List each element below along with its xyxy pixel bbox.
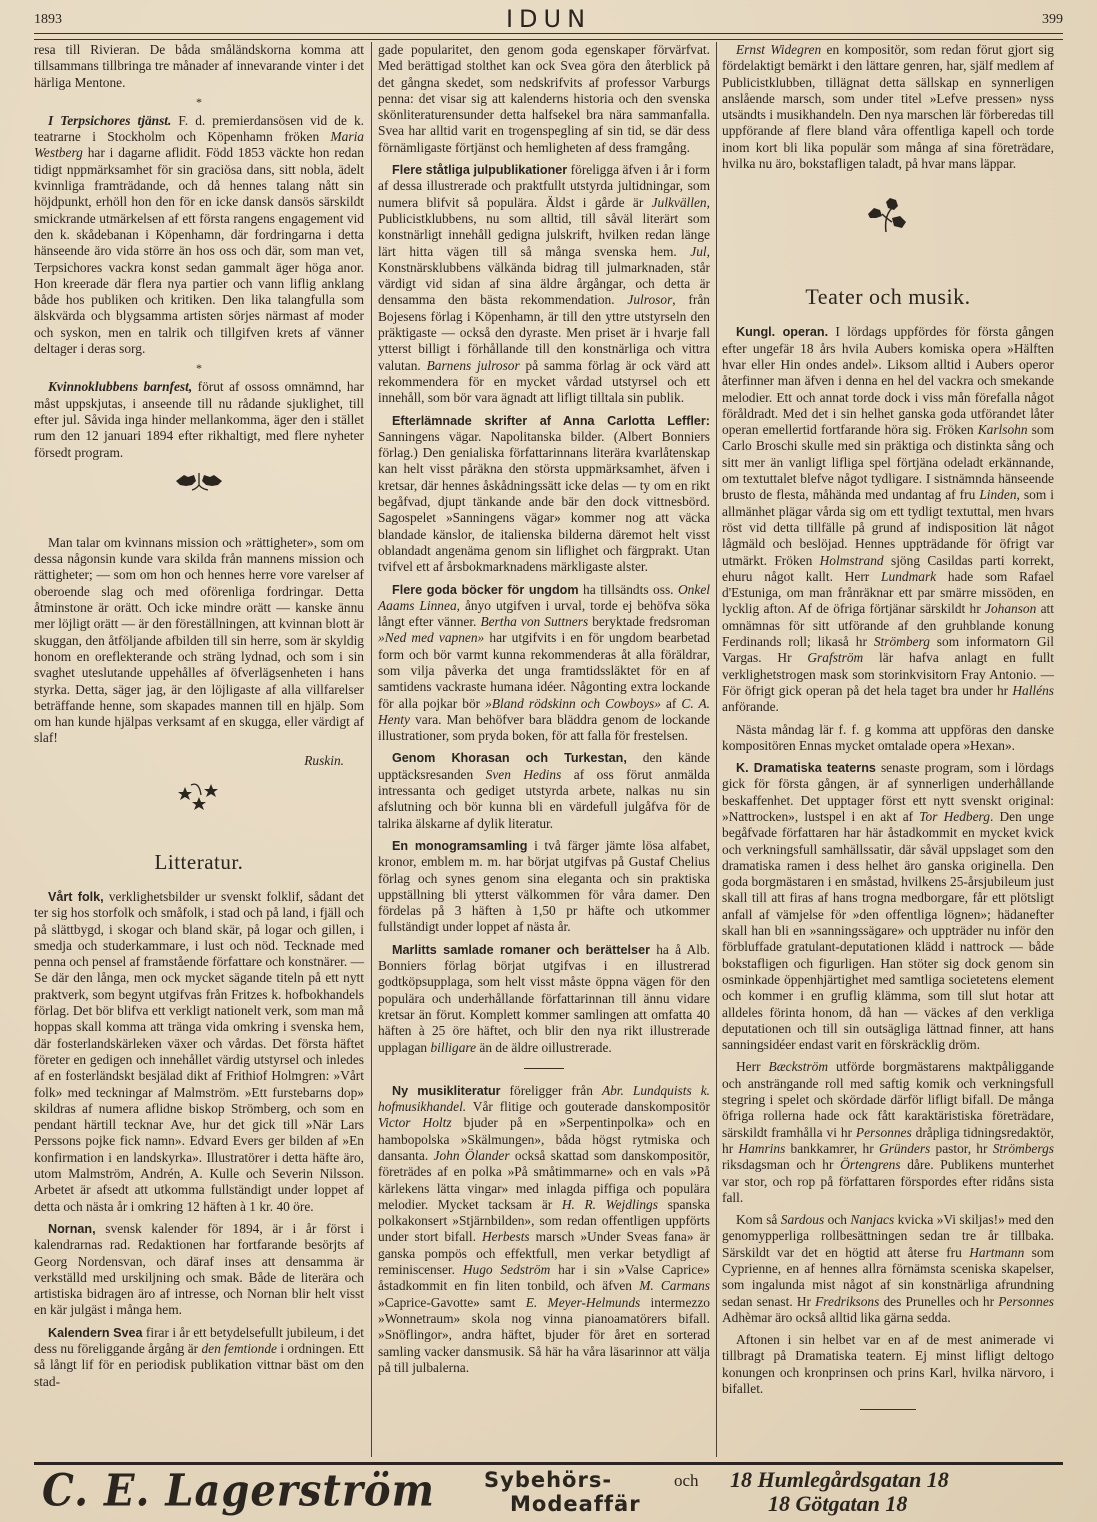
article-dramatiska: K. Dramatiska teaterns senaste program, som i lördags gick för första gången, är af synnerligen underhållande beskaffenhet. Det upptager först ett nytt svenskt original: »Nattrocken», lustspel i en akt af Tor Hedberg. Den unge begåfvade författaren har här åstadkommit en mycket kvick och verkningsfull samhällssatir, där såväl uppslaget som den dramatiska ramen i dess helhet äro ganska originella. Den goda borgmästaren i en småstad, hvilkens 25-årsjubileum just skall till att firas af hans trogna medborgare, får ett plötsligt anfall af vämjelse för »den offentliga lögnen»; hädanefter skall han bli en »sanningssägare» och uppträder nu inför den förbluffade gratulant-deputationen klädd i nattrock — både bokstafligen och figurligen. Han stöter sig dock genom sin osminkade öppenhjärtighet med samtliga societetens element och kommer i en gruflig klämma, som till slut hotar att alldeles förinta honom, då han — väckes af den verkliga deputationen och till sin outsägliga lättnad finner, att hans sanningsidéer endast varit en förskräcklig dröm. [722, 760, 1054, 1053]
paragraph-hexan: Nästa måndag lär f. f. g komma att uppföras den danske kompositören Ennas mycket omtalade opera »Hexan». [722, 721, 1054, 753]
paragraph-baeckstrom: Herr Bæckström utförde borgmästarens maktpåliggande och ansträngande roll med saftig komik och verkningsfull stegring i spelet och skördade därför lifligt bifall. De många öfriga rollerna hade ock fått karaktäristiska företrädare, särskildt framhålla vi hr Personnes dråpliga tidningsredaktör, hr Hamrins bankkamrer, hr Gründers pastor, hr Strömbergs riksdagsman och hr Örtengrens dåre. Publikens munterhet var stor, och rop på författaren förspordes efter ridåns sista fall. [722, 1059, 1055, 1205]
column-divider [371, 42, 372, 1457]
article-title: Marlitts samlade romaner och berättelser [392, 942, 650, 957]
header-year: 1893 [34, 12, 62, 27]
column-middle [378, 42, 710, 1382]
article-title: Genom Khorasan och Turkestan, [392, 751, 627, 766]
article-ungdom: Flere goda böcker för ungdom ha tillsändts oss. Onkel Aaams Linnea, ånyo utgifven i urval, torde ej behöfva söka långt efter vänner. Bertha von Suttners beryktade fredsroman »Ned med vapnen» har utgifvits i en för ungdom bearbetad form och bör varmt kunna rekommenderas åt alla föräldrar, som vilja påverka det unga framtidssläktet för en af samtidens vackraste humana idéer. Någonting extra lockande för alla pojkar bör »Bland rödskinn och Cowboys» af C. A. Henty vara. Man behöfver bara bläddra genom de lockande illustrationer, som pryda boken, för att falla för frestelsen. [378, 581, 711, 744]
article-terpsichore: I Terpsichores tjänst. F. d. premierdansösen vid de k. teatrarne i Stockholm och Köpenhamn fröken Maria Westberg har i dagarne aflidit. Född 1853 väckte hon redan tidigt nppmärksamhet för sin graciösa dans, sitt nobla, ädelt kvinnliga framträdande, och då hennes talang nått sin höjdpunkt, erhöll hon den för en icke dansk dansös särskildt smickrande utmärkelsen af ett första rangens engagement vid den k. skådebanan i Köpenhamn, där fordringarna i detta hänseende äro vida större än hos oss och där, som man vet, Terpsichores vackra konst sedan gammalt äger höga anor. Hon kreerade där flera nya partier och vann liflig anklang både hos publiken och kritiken. Den lika talangfulla som älskvärda och blygsamma artisten sörjes närmast af moder och syskon, men en talrik och tillgifven krets af vänner deltager i deras sorg. [34, 112, 364, 357]
article-nornan: Nornan, svensk kalender för 1894, är i år först i kalendrarnas rad. Redaktionen har fortfarande besörjts af Georg Nordensvan, och däraf inses att densamma är verkställd med urskiljning och smak. Både de literära och artistiska bidragen äro af intresse, och Nornan blir helt visst en kär julgäst i många hem. [34, 1220, 364, 1318]
article-title: Kalendern Svea [48, 1325, 143, 1340]
article-title: K. Dramatiska teaterns [736, 761, 876, 776]
section-heading-teater-och-musik: Teater och musik. [805, 284, 971, 310]
article-kungl-operan: Kungl. operan. I lördags uppfördes för första gången efter ungefär 18 års hvila Aubers komiska opera »Hälften hvar eller Hin ondes andel». Liksom alltid i Aubers operor återfinner man äfven i denna en hel del vackra och smekande melodier. Ett och annat torde dock i viss mån förefalla något föråldradt. Med det i sin helhet ganska goda utförandet låter operan emellertid fortfarande höra sig. Fröken Karlsohn som Carlo Broschi skulle med sin präktiga och distinkta sång och sitt mer än vanligt lifliga spel förtjäna odeladt erkännande, om textuttalet blefve något tydligare. I sistnämnda hänseende brusto de flesta, måhända med undantag af fru Linden, som i allmänhet plägar vårda sig om ett tydligt textuttal, men hvars röst vid detta tillfälle på grund af indisposition lät något lågmäld och beslöjad. Hennes uppträdande för öfrigt var utmärkt. Fröken Holmstrand sjöng Casildas parti korrekt, ehuru något kallt. Herr Lundmark hade som Rafael d'Estuniga, om man frånräknar ett par smärre missöden, en lycklig afton. Af de öfriga förtjänar särskildt hr Johanson att omnämnas för sitt utförande af den gruhblande konung Ferdinands roll; likaså hr Strömberg som informatorn Gil Vargas. Hr Grafström lär hafva anlagt en fullt verklighetstrogen mask som storinkvisitorn Fray Antonio. — För öfrigt gick operan på det hela taget bra under hr Halléns anförande. [722, 324, 1055, 715]
article-julpublikationer: Flere ståtliga julpublikationer föreligga äfven i år i form af dessa illustrerade och praktfullt utstyrda jultidningar, som numera blifvit så populära. Äldst i gårde är Julkvällen, Publicistklubbens, nu som alltid, till såväl literärt som konstnärligt innehåll gedigna julskrift, hvilken redan länge lärt hitta vägen till så många svenska hem. Jul, Konstnärsklubbens välkända bidrag till julmarknaden, står värdigt vid sidan af sina äldre årgångar, och detta är densamma den bästa rekommendation. Julrosor, från Bojesens förlag i Köpenhamn, är till den yttre utstyrseln den präktigaste — också den dyraste. Men priset är i hvarje fall ytterst billigt i förhållande till den konstnärliga och vittra valutan. Barnens julrosor på samma förlag är ock värd att rekommendera för en mycket vårdad utstyrsel och ett innehåll, som bör vara ägnadt att lifligt tilltala sin publik. [378, 162, 710, 406]
ivy-leaf-ornament-icon [34, 471, 364, 493]
column-divider [716, 42, 717, 1457]
article-title: Vårt folk, [48, 889, 104, 904]
section-heading-litteratur: Litteratur. [154, 849, 244, 874]
article-svea: Kalendern Svea firar i år ett betydelsefullt jubileum, i det dess nu föreliggande årgång är den femtionde i ordningen. Ett så långt lif för en periodisk publikation vittnar bäst om den stad- [34, 1324, 365, 1389]
article-musikliteratur: Ny musikliteratur föreligger från Abr. Lundquists k. hofmusikhandel. Vår flitige och gouterade danskompositör Victor Holtz bjuder på en »Serpentinpolka» och en hambopolska »Skälmungen», båda högst rytmiska och dansanta. John Ölander också skattad som danskompositör, företrädes af en polka »På småtimmarne» och en vals »På kärlekens lätta vingar» med inlagda piffiga och populära melodier. Mycket tacksam är H. R. Wejdlings spanska polkakonsert »Stjärnbilden», som redan offentligen uppförts under stort bifall. Herbests marsch »Under Sveas fana» är ganska pompös och effektfull, men verkar betydligt af reminiscenser. Hugo Sedström har i sin »Valse Caprice» åstadkommit en fin liten tonbild, och äfven M. Carmans »Caprice-Gavotte» samt E. Meyer-Helmunds intermezzo »Wonnetraum» skola nog vinna pianoamatörers bifall. »Snöflingor», andra häftet, bjuder för året en sorterad samling vacker dansmusik. Så här ha våra läsarinnor att välja på till julbalerna. [378, 1082, 710, 1375]
article-title: Flere ståtliga julpublikationer [392, 163, 568, 178]
paragraph-rivieran: resa till Rivieran. De båda småländskorna komma att tillsammans tillbringa tre månader af innevarande vinter i det härliga Mentone. [34, 42, 364, 90]
article-title: Efterlämnade skrifter af Anna Carlotta Leffler: [392, 413, 710, 428]
ad-business-type-line1: Sybehörs- [484, 1468, 613, 1492]
leaf-sprig-ornament-icon [722, 196, 1054, 236]
asterisk-separator: * [196, 94, 202, 109]
short-divider-rule [860, 1409, 916, 1410]
asterisk-separator: * [196, 361, 202, 376]
paragraph-vi-skiljas: Kom så Sardous och Nanjacs kvicka »Vi skiljas!» med den genomypperliga rollbesättningen sedan tre år tillbaka. Särskildt var det en högtid att återse fru Hartmann som Cyprienne, en af hennes allra förnämsta sceniska skapelser, som ingalunda mist något af sin konstnärliga afrundning sedan senast. Hr Fredriksons des Prunelles och hr Personnes Adhèmar äro också alltid lika gärna sedda. [722, 1212, 1055, 1325]
page-header [34, 6, 1063, 32]
article-title: En monogramsamling [392, 838, 528, 853]
ad-business-type-line2: Modeaffär [510, 1492, 641, 1516]
article-vart-folk: Vårt folk, verklighetsbilder ur svenskt folklif, sådant det ter sig hos storfolk och småfolk, i stad och på land, i fjäll och på slättbygd, i skogar och bland skär, på logar och gillen, i smedja och studerkammare, i lust och nöd. Tecknade med penna och pensel af framstående författare och konstnärer. — Se där den långa, men ock mycket sägande titeln på ett nytt praktverk, som begynt utgifvas från Fritzes k. hofbokhandels förlag. Det bör blifva ett verkligt nationelt verk, som man må hoppas skall komma att tränga vida omkring i svenska hem, där fosterlandskärleken växer och vårdas. Det första häftet företer en gedigen och innehållet värdig utstyrsel och inledes af en fosterländskt besjälad dikt af Frithiof Holmgren: »Vårt folk» med teckningar af Malmström. »Ett furstebarns dop» skildras af numera aflidne biskop Strömberg, och som en pendant härtill tecknar Ave, hur det gick till »När Lars Perssons pojke fick namn». Edvard Evers ger bilden af »En konfirmation i en landskyrka». Illustratörer i detta häfte äro, utom Malmström, Andrén, A. Kulle och Severin Nilsson. Arbetet är afsedt att utkomma fullständigt under loppet af detta och nästa år i omkring 12 häften à 1 kr. 40 öre. [34, 888, 364, 1214]
paragraph-svea-cont: gade popularitet, den genom goda egenskaper förvärfvat. Med berättigad stolthet kan ock Svea göra den återblick på det gångna skedet, som nedskrifvits af professor Varburgs penna: det visar sig att kalenderns historia och den svenska skönliteraturensunder detta halfsekel bra nära sammanfalla. Svea har alltid varit en trogenspegling af sin tid, se där dess förnämligaste förtjänst och hemligheten af dess framgång. [378, 42, 710, 155]
article-title: Kvinnoklubbens barnfest, [48, 379, 193, 395]
article-leffler: Efterlämnade skrifter af Anna Carlotta Leffler: Sanningens vägar. Napolitanska bilder. (Albert Bonniers förlag.) Den genialiska författarinnans literära kvarlåtenskap kan helt visst påräkna den största uppmärksamhet, äfven i kretsar, där hennes åskådningssätt icke delas — ty om en rikt begåfvad, djupt tänkande ande bär den dock vittnesbörd. Sagospelet »Sanningens vägar» kommer nog att väcka blandade känslor, de italienska bilderna däremot helt visst oblandadt angenäma genom sin liflighet och färgprakt. Utan tvifvel ett af årsbokmarknadens märkligaste alster. [378, 413, 710, 575]
header-double-rule [34, 33, 1063, 40]
article-marlitt: Marlitts samlade romaner och berättelser ha å Alb. Bonniers förlag börjat utgifvas i en illustrerad godtköpsupplaga, som helt visst måste öppna vägen för den populära och underhållande författarinnan till ännu vidare kretsar än förut. Komplett kommer samlingen att omfatta 40 häften à 25 öre häftet, och blir den nya rikt illustrerade upplagan billigare än de äldre oillustrerade. [378, 941, 711, 1055]
short-divider-rule [524, 1068, 564, 1069]
article-title: Flere goda böcker för ungdom [392, 582, 579, 597]
article-title: Kungl. operan. [736, 325, 829, 340]
column-right [722, 42, 1054, 1424]
advertisement-banner [34, 1466, 1063, 1516]
ad-address-2: 18 Götgatan 18 [768, 1491, 908, 1516]
article-title: Nornan, [48, 1221, 96, 1236]
column-left [34, 42, 364, 1396]
masthead-title: IDUN [505, 5, 592, 33]
paragraph-aftonen: Aftonen i sin helbet var en af de mest animerade vi tillbragt på Dramatiska teatern. Ej minst lifligt deltogo konungen och kronprinsen och prins Karl, hvilka närvoro, i bifallet. [722, 1332, 1054, 1397]
article-title: I Terpsichores tjänst. [48, 112, 172, 128]
article-title: Ny musikliteratur [392, 1083, 501, 1098]
ad-conjunction: och [674, 1471, 699, 1490]
article-widegren: Ernst Widegren en kompositör, som redan förut gjort sig fördelaktigt bemärkt i den lättare genren, har, själf medlem af Publicistklubben, tillägnat detta sällskap en synnerligen anslående marsch, som under titel »Lefve pressen» nyss utsändts i musikhandeln. Den nya marschen lär förberedas till uppförande af flere bland våra offentliga kapell och torde inom kort bli lika populär som många af sina företrädare, hvilka nu äro, bokstafligen taladt, på hvar mans läppar. [722, 42, 1054, 172]
quote-signature: Ruskin. [304, 752, 344, 768]
page-number: 399 [1042, 12, 1063, 27]
ad-address-1: 18 Humlegårdsgatan 18 [730, 1467, 949, 1492]
article-khorasan: Genom Khorasan och Turkestan, den kände upptäcksresanden Sven Hedins af oss förut anmälda intressanta och gediget utstyrda arbete, nalkas nu sin afslutning och bör kunna bli en värdefull julgåfva för de talrika älskarne af dylik literatur. [378, 750, 710, 831]
star-cluster-ornament-icon [34, 781, 364, 815]
article-kvinnoklubben: Kvinnoklubbens barnfest, förut af ossoss omnämnd, har måst uppskjutas, i anseende till nu rådande sjuklighet, till efter jul. Såvida inga hinder mellankomma, äger den i stället rum den 12 januari 1894 efter rikhaltigt, med flere nyheter försedt program. [34, 379, 364, 460]
article-monogram: En monogramsamling i två färger jämte lösa alfabet, kronor, emblem m. m. har börjat utgifvas på Gustaf Chelius förlag och synes genom sina eleganta och sin praktiska uppställning bli ytterst välkommen för våra damer. Den fördelas på 3 häften à 1,50 pr häfte och utkommer fullständigt under loppet af nästa år. [378, 837, 710, 935]
advertiser-name: C. E. Lagerström [42, 1464, 435, 1517]
ruskin-quote: Man talar om kvinnans mission och »rättigheter», som om dessa någonsin kunde vara skilda från mannens mission och rättigheter; — som om hon och hennes herre vore varelser af oberoende slag och med oförenliga fordringar. Detta åtminstone är orätt. Och icke mindre orätt — kanske ännu mer löjligt orätt — är den föreställningen, att kvinnan blott är skuggan, den åtföljande afbilden till sin herre, som är skyldig honom en oreflekterande och sträng lydnad, och som i sin svaghet uteslutande uppehålles af öfverlägsenheten i hans styrka. Detta, säger jag, är den löjligaste af alla villfarelser beträffande henne, som skapades mannen till en hjälp. Som om han kunde hjälpas verksamt af en skugga, eller värdigt af slaf! [34, 534, 364, 746]
